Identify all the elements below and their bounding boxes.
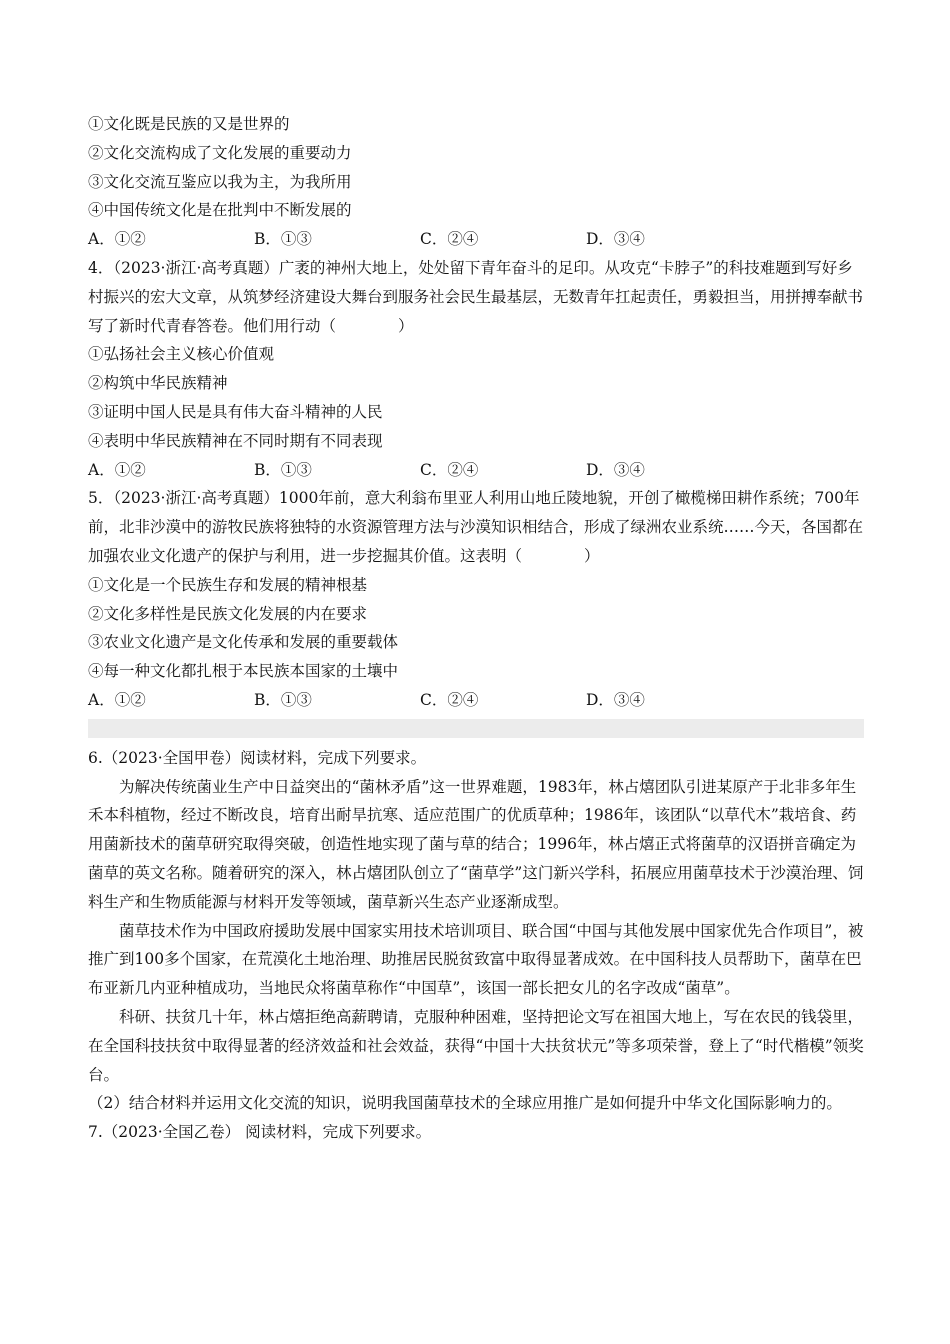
question-3-statements: [88, 110, 864, 225]
question-4-statements: [88, 340, 864, 455]
q5-statement-4: ④每一种文化都扎根于本民族本国家的土壤中: [88, 662, 399, 681]
q4-option-d[interactable]: D．③④: [586, 460, 645, 479]
q5-option-c[interactable]: C．②④: [420, 690, 479, 709]
q5-statement-3: ③农业文化遗产是文化传承和发展的重要载体: [88, 633, 399, 652]
q5-statement-2: ②文化多样性是民族文化发展的内在要求: [88, 604, 368, 623]
q3-statement-2: ②文化交流构成了文化发展的重要动力: [88, 143, 352, 162]
q6-material-paragraph-3: 科研、扶贫几十年，林占熺拒绝高薪聘请，克服种种困难，坚持把论文写在祖国大地上，写在农民的钱袋里，在全国科技扶贫中取得显著的经济效益和社会效益，获得“中国十大扶贫状元”等多项荣誉，登上了“时代楷模”领奖台。: [88, 1007, 864, 1084]
q5-options: [88, 686, 864, 715]
q5-statement-1: ①文化是一个民族生存和发展的精神根基: [88, 575, 368, 594]
q6-material-paragraph-1: 为解决传统菌业生产中日益突出的“菌林矛盾”这一世界难题，1983年，林占熺团队引进某原产于北非多年生禾本科植物，经过不断改良，培育出耐旱抗寒、适应范围广的优质草种；1986年，该团队“以草代木”栽培食、药用菌新技术的菌草研究取得突破，创造性地实现了菌与草的结合；1996年，林占熺正式将菌草的汉语拼音确定为菌草的英文名称。随着研究的深入，林占熺团队创立了“菌草学”这门新兴学科，拓展应用菌草技术于沙漠治理、饲料生产和生物质能源与材料开发等领域，菌草新兴生态产业逐渐成型。: [88, 777, 864, 911]
q3-statement-3: ③文化交流互鉴应以我为主，为我所用: [88, 172, 352, 191]
q3-options: [88, 225, 864, 254]
q4-stem: 4．（2023·浙江·高考真题）广袤的神州大地上，处处留下青年奋斗的足印。从攻克“卡脖子”的科技难题到写好乡村振兴的宏大文章，从筑梦经济建设大舞台到服务社会民生最基层，无数青年扛起责任，勇毅担当，用拼搏奉献书写了新时代青春答卷。他们用行动（ ）: [88, 258, 864, 335]
q6-material-paragraph-2: 菌草技术作为中国政府援助发展中国家实用技术培训项目、联合国“中国与其他发展中国家优先合作项目”，被推广到100多个国家，在荒漠化土地治理、助推居民脱贫致富中取得显著成效。在中国科技人员帮助下，菌草在巴布亚新几内亚种植成功，当地民众将菌草称作“中国草”，该国一部长把女儿的名字改成“菌草”。: [88, 921, 864, 998]
q5-stem: 5．（2023·浙江·高考真题）1000年前，意大利翁布里亚人利用山地丘陵地貌，开创了橄榄梯田耕作系统；700年前，北非沙漠中的游牧民族将独特的水资源管理方法与沙漠知识相结合，形成了绿洲农业系统……今天，各国都在加强农业文化遗产的保护与利用，进一步挖掘其价值。这表明（ ）: [88, 489, 864, 565]
q5-option-b[interactable]: B．①③: [254, 690, 312, 709]
q6-stem: 6.（2023·全国甲卷）阅读材料，完成下列要求。: [88, 748, 427, 767]
q4-statement-2: ②构筑中华民族精神: [88, 374, 228, 393]
q4-option-b[interactable]: B．①③: [254, 460, 312, 479]
q3-option-c[interactable]: C．②④: [420, 230, 479, 249]
q4-option-a[interactable]: A．①②: [88, 460, 146, 479]
document-content: [88, 110, 864, 1147]
q3-option-a[interactable]: A．①②: [88, 230, 146, 249]
q7-stem: 7.（2023·全国乙卷） 阅读材料，完成下列要求。: [88, 1123, 432, 1142]
q4-statement-4: ④表明中华民族精神在不同时期有不同表现: [88, 431, 383, 450]
q3-option-d[interactable]: D．③④: [586, 230, 645, 249]
question-5-statements: [88, 571, 864, 686]
q4-statement-1: ①弘扬社会主义核心价值观: [88, 345, 275, 364]
q3-statement-4: ④中国传统文化是在批判中不断发展的: [88, 201, 352, 220]
q6-sub-question-2: （2）结合材料并运用文化交流的知识，说明我国菌草技术的全球应用推广是如何提升中华文化国际影响力的。: [88, 1094, 842, 1113]
q4-statement-3: ③证明中国人民是具有伟大奋斗精神的人民: [88, 402, 383, 421]
q5-option-d[interactable]: D．③④: [586, 690, 645, 709]
section-divider: [88, 719, 864, 738]
q5-option-a[interactable]: A．①②: [88, 690, 146, 709]
q3-option-b[interactable]: B．①③: [254, 230, 312, 249]
q4-option-c[interactable]: C．②④: [420, 460, 479, 479]
q3-statement-1: ①文化既是民族的又是世界的: [88, 115, 290, 133]
q4-options: [88, 456, 864, 485]
